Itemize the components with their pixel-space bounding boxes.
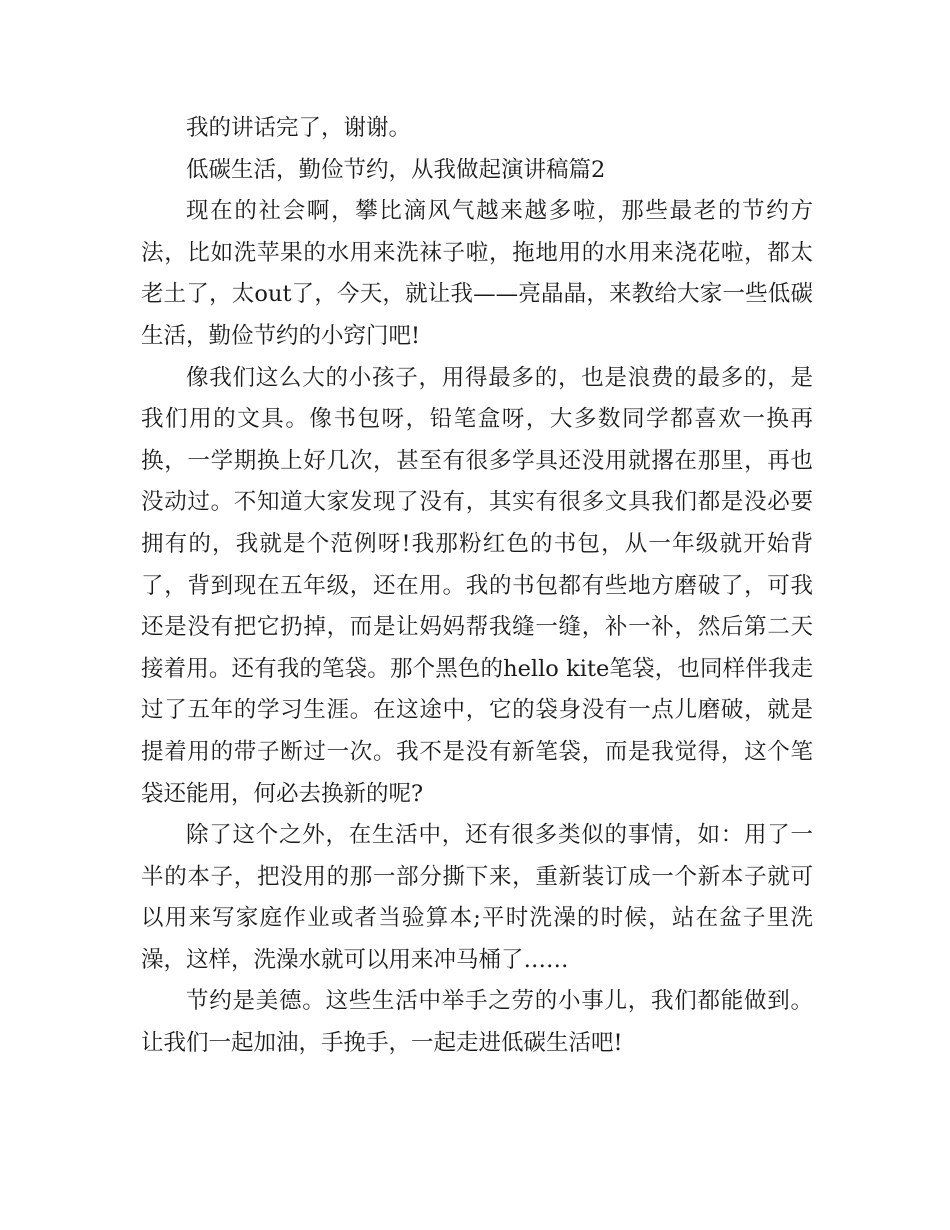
paragraph-daily-life: 除了这个之外，在生活中，还有很多类似的事情，如：用了一半的本子，把没用的那一部分撕下来，重新装订成一个新本子就可以用来写家庭作业或者当验算本;平时洗澡的时候，站在盆子里洗澡，这样，洗澡水就可以用来冲马桶了…… (141, 822, 813, 973)
paragraph-stationery: 像我们这么大的小孩子，用得最多的，也是浪费的最多的，是我们用的文具。像书包呀，铅笔盒呀，大多数同学都喜欢一换再换，一学期换上好几次，甚至有很多学具还没用就撂在那里，再也没动过。不知道大家发现了没有，其实有很多文具我们都是没必要拥有的，我就是个范例呀!我那粉红色的书包，从一年级就开始背了，背到现在五年级，还在用。我的书包都有些地方磨破了，可我还是没有把它扔掉，而是让妈妈帮我缝一缝，补一补，然后第二天接着用。还有我的笔袋。那个黑色的hello kite笔袋，也同样伴我走过了五年的学习生涯。在这途中，它的袋身没有一点儿磨破，就是提着用的带子断过一次。我不是没有新笔袋，而是我觉得，这个笔袋还能用，何必去换新的呢? (141, 364, 813, 807)
paragraph-intro: 现在的社会啊，攀比滴风气越来越多啦，那些最老的节约方法，比如洗苹果的水用来洗袜子啦，拖地用的水用来浇花啦，都太老土了，太out了，今天，就让我——亮晶晶，来教给大家一些低碳生活，勤俭节约的小窍门吧! (141, 198, 813, 349)
document-body (141, 108, 813, 1065)
speech-title: 低碳生活，勤俭节约，从我做起演讲稿篇2 (186, 156, 606, 183)
closing-line: 我的讲话完了，谢谢。 (186, 115, 412, 141)
paragraph-conclusion: 节约是美德。这些生活中举手之劳的小事儿，我们都能做到。让我们一起加油，手挽手，一起走进低碳生活吧! (141, 988, 813, 1057)
